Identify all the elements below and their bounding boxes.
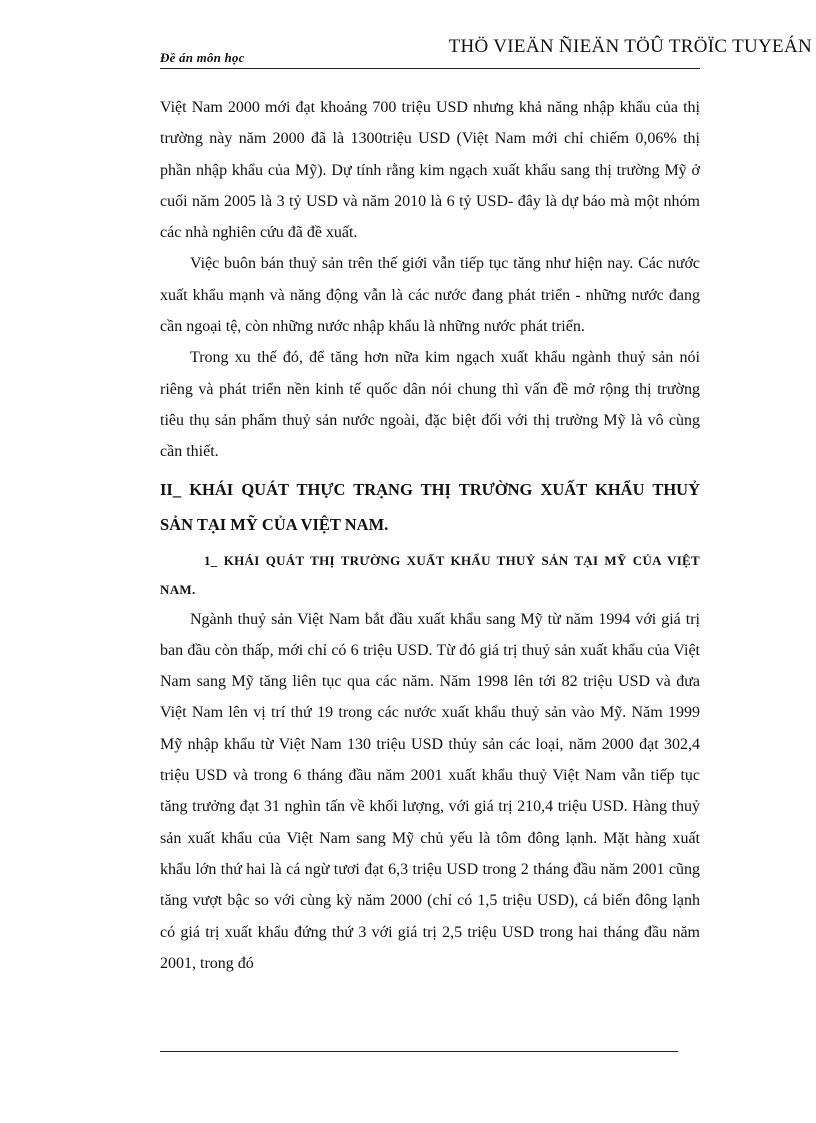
subsection-heading: 1_ KHÁI QUÁT THỊ TRƯỜNG XUẤT KHẨU THUỶ SẢN TẠI MỸ CỦA VIỆT NAM. — [160, 552, 700, 597]
paragraph-export-history: Ngành thuỷ sản Việt Nam bắt đầu xuất khẩu sang Mỹ từ năm 1994 với giá trị ban đầu còn thấp, mới chỉ có 6 triệu USD. Từ đó giá trị thuỷ sản xuất khẩu của Việt Nam sang Mỹ tăng liên tục qua các năm. Năm 1998 lên tới 82 triệu USD và đưa Việt Nam lên vị trí thứ 19 trong các nước xuất khẩu thuỷ sản vào Mỹ. Năm 1999 Mỹ nhập khẩu từ Việt Nam 130 triệu USD thủy sản các loại, năm 2000 đạt 302,4 triệu USD và trong 6 tháng đầu năm 2001 xuất khẩu thuỷ Việt Nam vẫn tiếp tục tăng trưởng đạt 31 nghìn tấn về khối lượng, với giá trị 210,4 triệu USD. Hàng thuỷ sản xuất khẩu của Việt Nam sang Mỹ chủ yếu là tôm đông lạnh. Mặt hàng xuất khẩu lớn thứ hai là cá ngừ tươi đạt 6,3 triệu USD trong 2 tháng đầu năm 2001 cũng tăng vượt bậc so với cùng kỳ năm 2000 (chỉ có 1,5 triệu USD), cá biển đông lạnh có giá trị xuất khẩu đứng thứ 3 với giá trị 2,5 triệu USD trong hai tháng đầu năm 2001, trong đó — [160, 610, 700, 972]
header-course-label: Đề án môn học — [160, 50, 245, 65]
document-body — [160, 92, 700, 979]
header-library-label: THÖ VIEÄN ÑIEÄN TÖÛ TRÖÏC TUYEÁN — [448, 36, 812, 57]
paragraph-market-expansion: Trong xu thế đó, để tăng hơn nữa kim ngạch xuất khẩu ngành thuỷ sản nói riêng và phát triển nền kinh tế quốc dân nói chung thì vấn đề mở rộng thị trường tiêu thụ sản phẩm thuỷ sản nước ngoài, đặc biệt đối với thị trường Mỹ là vô cùng cần thiết. — [160, 349, 700, 461]
footer-divider — [160, 1051, 678, 1052]
paragraph-continued: Việt Nam 2000 mới đạt khoảng 700 triệu USD nhưng khả năng nhập khẩu của thị trường này năm 2000 đã là 1300triệu USD (Việt Nam mới chỉ chiếm 0,06% thị phần nhập khẩu của Mỹ). Dự tính rằng kim ngạch xuất khẩu sang thị trường Mỹ ở cuối năm 2005 là 3 tỷ USD và năm 2010 là 6 tỷ USD- đây là dự báo mà một nhóm các nhà nghiên cứu đã đề xuất. — [160, 99, 700, 242]
paragraph-seafood-trade: Việc buôn bán thuỷ sản trên thế giới vẫn tiếp tục tăng như hiện nay. Các nước xuất khẩu mạnh và năng động vẫn là các nước đang phát triển - những nước đang cần ngoại tệ, còn những nước nhập khẩu là những nước phát triển. — [160, 255, 700, 336]
header-divider — [160, 68, 700, 69]
section-heading: II_ KHÁI QUÁT THỰC TRẠNG THỊ TRƯỜNG XUẤT KHẨU THUỶ SẢN TẠI MỸ CỦA VIỆT NAM. — [160, 479, 700, 534]
